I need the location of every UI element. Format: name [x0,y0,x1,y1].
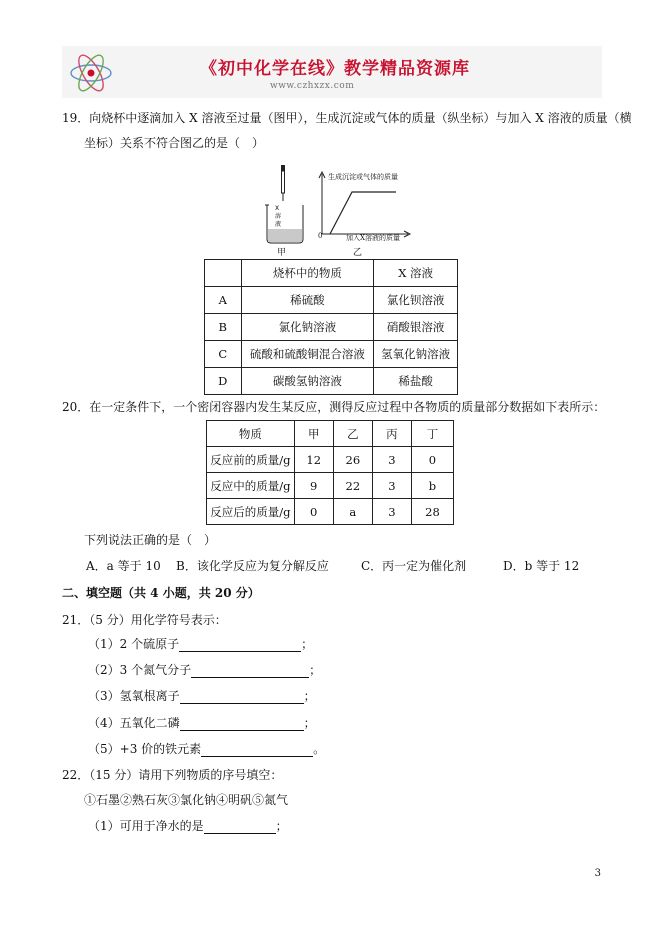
q21-item-end: 。 [313,742,326,756]
graph-xlabel: 加入X溶液的质量 [346,234,400,242]
q21-stem: 21．（5 分）用化学符号表示： [62,613,227,627]
banner-title: 《初中化学在线》教学精品资源库 [200,59,470,79]
q19-table-row [205,341,458,368]
q20-cell: 26 [333,447,372,473]
q21-item-end: ； [303,716,316,730]
answer-blank[interactable] [191,665,309,678]
q20-header-row [207,421,454,447]
q19-cell: 氯化钡溶液 [374,287,458,314]
q20-option-b: B．该化学反应为复分解反应 [176,559,329,573]
q20-cell: 0 [294,499,333,525]
q19-header-cell [205,260,242,287]
q22-item [88,818,288,834]
q19-table-row [205,314,458,341]
q19-cell: A [205,287,242,314]
q20-cell: 3 [372,447,411,473]
q19-line1: 19．向烧杯中逐滴加入 X 溶液至过量（图甲），生成沉淀或气体的质量（纵坐标）与加入 X 溶液的质量（横 [62,111,632,125]
svg-text:液: 液 [275,221,282,228]
q20-header-cell: 丁 [411,421,453,447]
q22-item-end: ； [275,819,288,833]
q19-cell: 氢氧化钠溶液 [374,341,458,368]
answer-blank[interactable] [204,821,276,834]
q21-item [88,688,316,704]
q22-item-label: （1）可用于净水的是 [88,819,204,833]
answer-blank[interactable] [201,744,313,757]
q19-table-row [205,287,458,314]
q20-table-row [207,447,454,473]
q21-item-label: （3）氢氧根离子 [88,689,180,703]
svg-text:X: X [275,205,280,212]
q20-cell: 反应前的质量/g [207,447,295,473]
beaker-dropper-figure [262,163,308,247]
q20-option-c: C．丙一定为催化剂 [361,559,467,573]
q20-option-d: D．b 等于 12 [503,559,580,573]
label-jia: 甲 [277,248,287,258]
q19-cell: 稀盐酸 [374,368,458,395]
q19-header-cell: X 溶液 [374,260,458,287]
svg-text:溶: 溶 [275,213,282,220]
q22-substance-list: ①石墨②熟石灰③氯化钠④明矾⑤氮气 [84,793,289,807]
q20-cell: 反应后的质量/g [207,499,295,525]
q21-item-end: ； [309,663,322,677]
q20-table-row [207,499,454,525]
q21-item-end: ； [303,689,316,703]
q20-header-cell: 乙 [333,421,372,447]
q20-cell: a [333,499,372,525]
q21-item-label: （4）五氧化二磷 [88,716,180,730]
banner-url: www.czhxzx.com [270,81,355,91]
answer-blank[interactable] [180,691,304,704]
q20-header-cell: 甲 [294,421,333,447]
q20-cell: 3 [372,499,411,525]
q19-line2: 坐标）关系不符合图乙的是（ ） [84,136,265,150]
atom-logo-icon [66,50,116,96]
q21-item-label: （1）2 个硫原子 [88,637,180,651]
q19-cell: 氯化钠溶液 [241,314,374,341]
q19-table [204,259,458,395]
graph-ylabel: 生成沉淀或气体的质量 [328,173,398,181]
q20-table-row [207,473,454,499]
q21-item-label: （5）+3 价的铁元素 [88,742,202,756]
q22-stem: 22．（15 分）请用下列物质的序号填空： [62,768,283,782]
label-yi: 乙 [353,248,363,258]
q19-cell: C [205,341,242,368]
q20-cell: 0 [411,447,453,473]
q20-cell: b [411,473,453,499]
q19-cell: 碳酸氢钠溶液 [241,368,374,395]
q21-item-label: （2）3 个氮气分子 [88,663,192,677]
page-number: 3 [594,868,601,879]
q21-item [88,715,316,731]
q20-cell: 28 [411,499,453,525]
q20-header-cell: 丙 [372,421,411,447]
q20-cell: 22 [333,473,372,499]
answer-blank[interactable] [179,639,301,652]
q19-cell: 硝酸银溶液 [374,314,458,341]
q19-cell: D [205,368,242,395]
q20-cell: 反应中的质量/g [207,473,295,499]
q20-cell: 3 [372,473,411,499]
q19-cell: 稀硫酸 [241,287,374,314]
q20-cell: 9 [294,473,333,499]
q20-header-cell: 物质 [207,421,295,447]
q19-cell: B [205,314,242,341]
answer-blank[interactable] [180,718,304,731]
q20-stem: 20．在一定条件下，一个密闭容器内发生某反应，测得反应过程中各物质的质量部分数据如下表所示： [62,400,606,414]
q21-item [88,741,325,757]
q19-cell: 硫酸和硫酸铜混合溶液 [241,341,374,368]
q21-item [88,636,313,652]
q21-item [88,662,321,678]
q20-table [206,420,454,525]
graph-origin: 0 [318,232,323,240]
q20-cell: 12 [294,447,333,473]
q19-header-row [205,260,458,287]
q20-question: 下列说法正确的是（ ） [84,533,217,547]
section-heading: 二、填空题（共 4 小题，共 20 分） [62,586,260,600]
q19-table-row [205,368,458,395]
q20-option-a: A．a 等于 10 [86,559,161,573]
q21-item-end: ； [301,637,314,651]
q19-header-cell: 烧杯中的物质 [241,260,374,287]
